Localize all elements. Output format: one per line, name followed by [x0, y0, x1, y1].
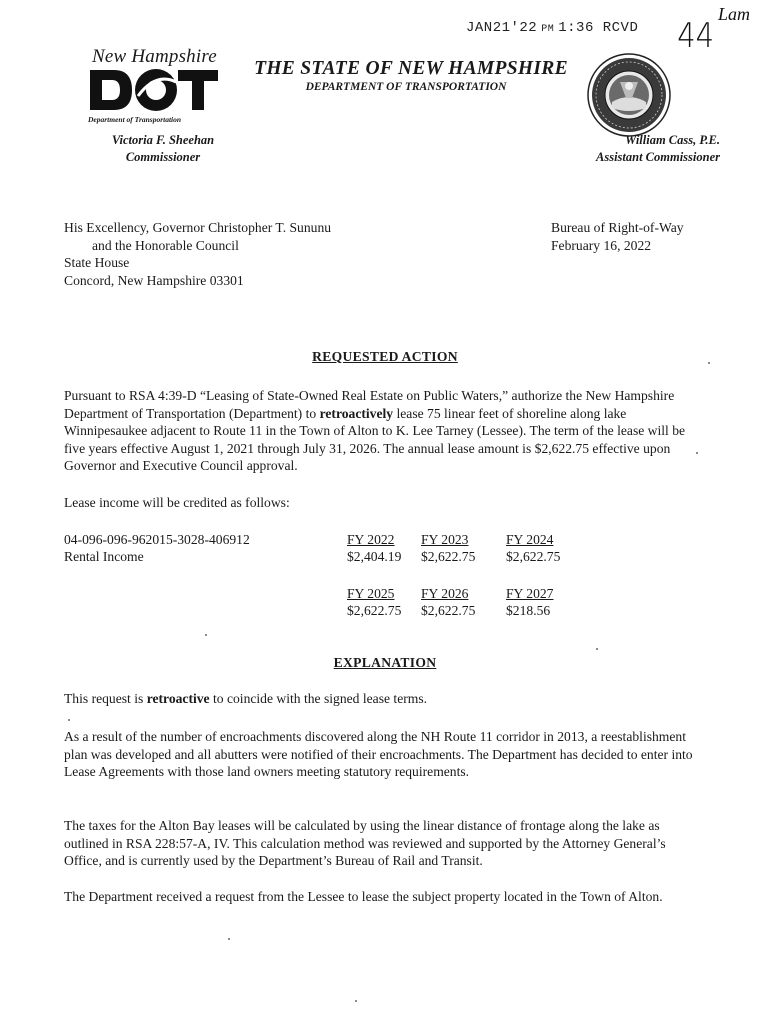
- assistant-commissioner-block: [540, 132, 720, 166]
- address-line-4: Concord, New Hampshire 03301: [64, 272, 244, 288]
- scan-speck: [596, 648, 598, 650]
- ra-bold: retroactively: [319, 405, 394, 421]
- scan-speck: [696, 452, 698, 454]
- explanation-paragraph-1: [64, 690, 704, 708]
- stamp-time: 1:36: [558, 20, 594, 36]
- fy-label: FY 2024: [506, 532, 554, 547]
- scan-speck: [205, 634, 207, 636]
- fy-label: FY 2023: [421, 532, 469, 547]
- stamp-date: JAN21'22: [466, 20, 538, 36]
- scan-speck: [708, 362, 710, 364]
- commissioner-name: Victoria F. Sheehan: [111, 133, 215, 147]
- explanation-paragraph-2: As a result of the number of encroachments discovered along the NH Route 11 corridor in 2013, a reestablishment plan was developed and all abutters were notified of their encroachments. The Department has decided to enter into Lease Agreements with those land owners meeting statutory requirements.: [64, 729, 693, 779]
- ra-text-1: Pursuant to RSA 4:39-D “Leasing of State-Owned Real Estate on Public Waters,” authorize the New Hampshire Department of Transportation (Department) to: [64, 388, 675, 421]
- commissioner-title: Commissioner: [125, 150, 201, 164]
- fy-amount: $2,622.75: [506, 549, 561, 564]
- fy-label: FY 2025: [347, 586, 395, 601]
- explanation-paragraph-4: The Department received a request from the Lessee to lease the subject property located in the Town of Alton.: [64, 889, 663, 904]
- fy-amount: $218.56: [506, 603, 551, 618]
- stamp-ampm: PM: [541, 24, 555, 35]
- bureau-name: Bureau of Right-of-Way: [551, 220, 684, 235]
- received-stamp: [466, 20, 638, 36]
- fy-label: FY 2027: [506, 586, 554, 601]
- ex-text-2: to coincide with the signed lease terms.: [209, 691, 428, 706]
- address-line-3: State House: [64, 255, 130, 270]
- ex-text-1: This request is: [64, 691, 147, 706]
- explanation-paragraph-3: The taxes for the Alton Bay leases will be calculated by using the linear distance of frontage along the lake as outlined in RSA 228:57-A, IV. This calculation method was reviewed and supported by the Attorney General’s Office, and is currently used by the Department’s Bureau of Rail and Transit.: [64, 818, 666, 868]
- requested-action-paragraph: [64, 387, 704, 475]
- account-number: 04-096-096-962015-3028-406912: [64, 532, 250, 547]
- handwritten-number: 44: [677, 16, 715, 56]
- ra-text-2: lease 75 linear feet of shoreline along lake Winnipesaukee adjacent to Route 11 in the Town of Alton to K. Lee Tarney (Lessee). The term of the lease will be five years effective August 1, 2021 through July 31, 2026. The annual lease amount is $2,622.75 effective upon Governor and Executive Council approval.: [64, 405, 686, 473]
- scan-speck: [68, 719, 70, 721]
- stamp-label: RCVD: [602, 20, 639, 36]
- fy-amount: $2,622.75: [421, 603, 476, 618]
- fy-amount: $2,622.75: [347, 603, 402, 618]
- fy-amount: $2,622.75: [421, 549, 476, 564]
- recipient-address: [64, 219, 331, 289]
- scan-speck: [228, 938, 230, 940]
- logo-script-text: New Hampshire: [92, 46, 217, 67]
- scan-speck: [355, 1000, 357, 1002]
- handwritten-initials: Lam: [718, 4, 751, 24]
- ex-bold: retroactive: [146, 691, 210, 706]
- state-seal-icon: [586, 52, 672, 143]
- bureau-block: [551, 219, 684, 254]
- letter-date: February 16, 2022: [551, 237, 652, 253]
- logo-subtitle: Department of Transportation: [88, 115, 182, 124]
- account-label: Rental Income: [64, 549, 144, 564]
- commissioner-block: [88, 132, 238, 166]
- state-title: THE STATE OF NEW HAMPSHIRE: [254, 58, 568, 79]
- explanation-heading: EXPLANATION: [333, 655, 437, 670]
- requested-action-heading: REQUESTED ACTION: [312, 349, 458, 364]
- credit-text: Lease income will be credited as follows:: [64, 495, 290, 510]
- fy-label: FY 2026: [421, 586, 469, 601]
- assistant-title: Assistant Commissioner: [596, 150, 720, 164]
- assistant-name: William Cass, P.E.: [625, 133, 720, 147]
- fy-label: FY 2022: [347, 532, 395, 547]
- department-title: DEPARTMENT OF TRANSPORTATION: [305, 81, 507, 93]
- address-line-2: and the Honorable Council: [92, 237, 239, 253]
- fy-amount: $2,404.19: [347, 549, 402, 564]
- address-line-1: His Excellency, Governor Christopher T. Sununu: [64, 220, 332, 235]
